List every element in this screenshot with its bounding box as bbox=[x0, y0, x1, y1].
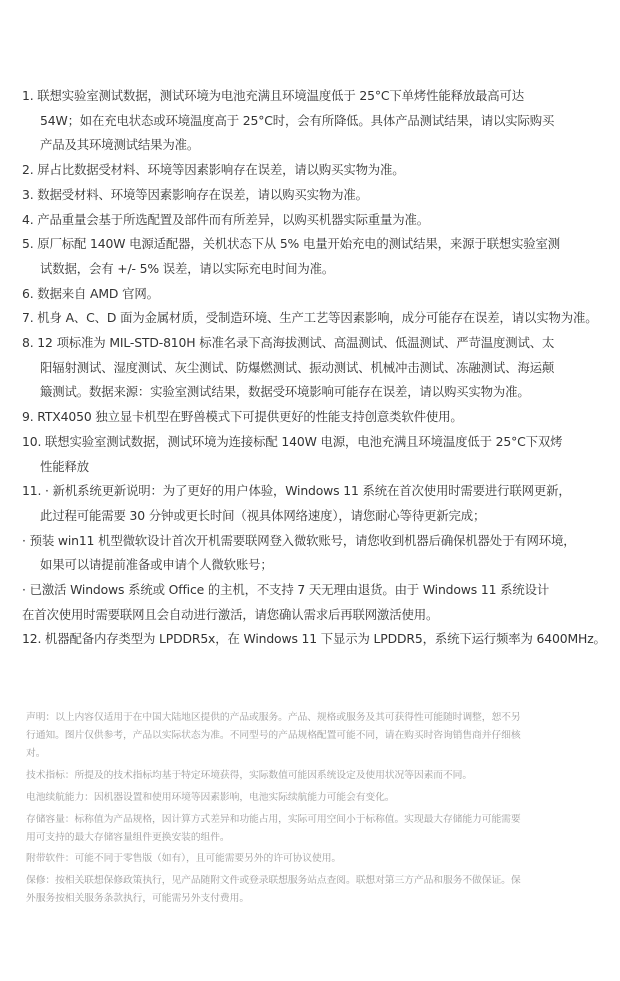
footnote-11 bbox=[22, 479, 606, 528]
footnote-line: 3. 数据受材料、环境等因素影响存在误差，请以购买实物为准。 bbox=[22, 186, 368, 202]
disclaimer-software bbox=[26, 850, 608, 868]
footnote-line: 6. 数据来自 AMD 官网。 bbox=[22, 285, 159, 301]
footnote-line: 12. 机器配备内存类型为 LPDDR5x，在 Windows 11 下显示为 LPDDR5，系统下运行频率为 6400MHz。 bbox=[22, 631, 606, 647]
disclaimer-line: 用可支持的最大存储容量组件更换安装的组件。 bbox=[26, 831, 230, 843]
disclaimer-warranty bbox=[26, 872, 608, 908]
footnote-line: 性能释放 bbox=[40, 458, 89, 474]
footnote-6 bbox=[22, 282, 606, 307]
footnote-2 bbox=[22, 158, 606, 183]
disclaimer-line: 对。 bbox=[26, 748, 46, 760]
footnote-line: 此过程可能需要 30 分钟或更长时间（视具体网络速度），请您耐心等待更新完成； bbox=[40, 507, 486, 523]
footnote-line: 10. 联想实验室测试数据，测试环境为连接标配 140W 电源，电池充满且环境温度低于 25°C下双烤 bbox=[22, 433, 563, 449]
disclaimer-line: 外服务按相关服务条款执行，可能需另外支付费用。 bbox=[26, 893, 250, 905]
footnote-line: 8. 12 项标准为 MIL-STD-810H 标准名录下高海拔测试、高温测试、低温测试、严苛温度测试、太 bbox=[22, 335, 555, 351]
disclaimer-line: 存储容量：标称值为产品规格，因计算方式差异和功能占用，实际可用空间小于标称值。实现最大存储能力可能需要 bbox=[26, 813, 521, 825]
disclaimer-statement bbox=[26, 709, 608, 764]
footnote-line: · 已激活 Windows 系统或 Office 的主机，不支持 7 天无理由退货。由于 Windows 11 系统设计 bbox=[22, 582, 550, 598]
disclaimer-battery bbox=[26, 789, 608, 807]
footnote-line: 11. · 新机系统更新说明：为了更好的用户体验，Windows 11 系统在首次使用时需要进行联网更新， bbox=[22, 483, 571, 499]
footnote-line: 簸测试。数据来源：实验室测试结果，数据受环境影响可能存在误差，请以购买实物为准。 bbox=[40, 384, 530, 400]
footnote-line: 2. 屏占比数据受材料、环境等因素影响存在误差，请以购买实物为准。 bbox=[22, 162, 405, 178]
footnote-line: · 预装 win11 机型微软设计首次开机需要联网登入微软账号，请您收到机器后确保机器处于有网环境， bbox=[22, 532, 576, 548]
disclaimer-storage bbox=[26, 811, 608, 847]
footnote-7 bbox=[22, 306, 606, 331]
footnote-12 bbox=[22, 627, 606, 652]
footnote-11-bullet-win11-account bbox=[22, 529, 606, 578]
footnote-line: 1. 联想实验室测试数据，测试环境为电池充满且环境温度低于 25°C下单烤性能释放最高可达 bbox=[22, 88, 525, 103]
footnote-line: 7. 机身 A、C、D 面为金属材质，受制造环境、生产工艺等因素影响，成分可能存在误差，请以实物为准。 bbox=[22, 310, 598, 326]
disclaimer-line: 行通知。图片仅供参考，产品以实际状态为准。不同型号的产品规格配置可能不同，请在购买时咨询销售商并仔细核 bbox=[26, 730, 521, 742]
footnote-line: 产品及其环境测试结果为准。 bbox=[40, 137, 200, 153]
disclaimer-line: 技术指标：所提及的技术指标均基于特定环境获得，实际数值可能因系统设定及使用状况等因素而不同。 bbox=[26, 770, 473, 782]
legal-disclaimer bbox=[26, 709, 608, 909]
disclaimer-line: 附带软件：可能不同于零售版（如有），且可能需要另外的许可协议使用。 bbox=[26, 853, 342, 865]
disclaimer-tech-specs bbox=[26, 767, 608, 785]
footnote-line: 如果可以请提前准备或申请个人微软账号； bbox=[40, 557, 273, 573]
footnotes-list bbox=[22, 84, 606, 652]
disclaimer-line: 电池续航能力：因机器设置和使用环境等因素影响，电池实际续航能力可能会有变化。 bbox=[26, 791, 395, 803]
disclaimer-line: 保修：按相关联想保修政策执行，见产品随附文件或登录联想服务站点查阅。联想对第三方产品和服务不做保证。保 bbox=[26, 875, 521, 887]
footnote-line: 9. RTX4050 独立显卡机型在野兽模式下可提供更好的性能支持创意类软件使用。 bbox=[22, 409, 463, 425]
footnote-line: 4. 产品重量会基于所选配置及部件而有所差异，以购买机器实际重量为准。 bbox=[22, 211, 430, 227]
footnote-9 bbox=[22, 405, 606, 430]
footnote-11-bullet-activation bbox=[22, 578, 606, 627]
footnote-line: 5. 原厂标配 140W 电源适配器，关机状态下从 5% 电量开始充电的测试结果，来源于联想实验室测 bbox=[22, 236, 561, 252]
footnote-10 bbox=[22, 430, 606, 479]
footnote-5 bbox=[22, 232, 606, 281]
disclaimer-line: 声明：以上内容仅适用于在中国大陆地区提供的产品或服务。产品、规格或服务及其可获得性可能随时调整，恕不另 bbox=[26, 712, 521, 723]
footnote-line: 试数据，会有 +/- 5% 误差，请以实际充电时间为准。 bbox=[40, 260, 335, 276]
footnote-8 bbox=[22, 331, 606, 405]
footnote-1 bbox=[22, 84, 606, 158]
footnote-line: 54W；如在充电状态或环境温度高于 25°C时，会有所降低。具体产品测试结果，请以实际购买 bbox=[40, 112, 555, 128]
footnote-line: 阳辐射测试、湿度测试、灰尘测试、防爆燃测试、振动测试、机械冲击测试、冻融测试、海运颠 bbox=[40, 359, 555, 375]
footnote-3 bbox=[22, 183, 606, 208]
footnote-4 bbox=[22, 208, 606, 233]
footnote-line: 在首次使用时需要联网且会自动进行激活，请您确认需求后再联网激活使用。 bbox=[22, 606, 439, 622]
